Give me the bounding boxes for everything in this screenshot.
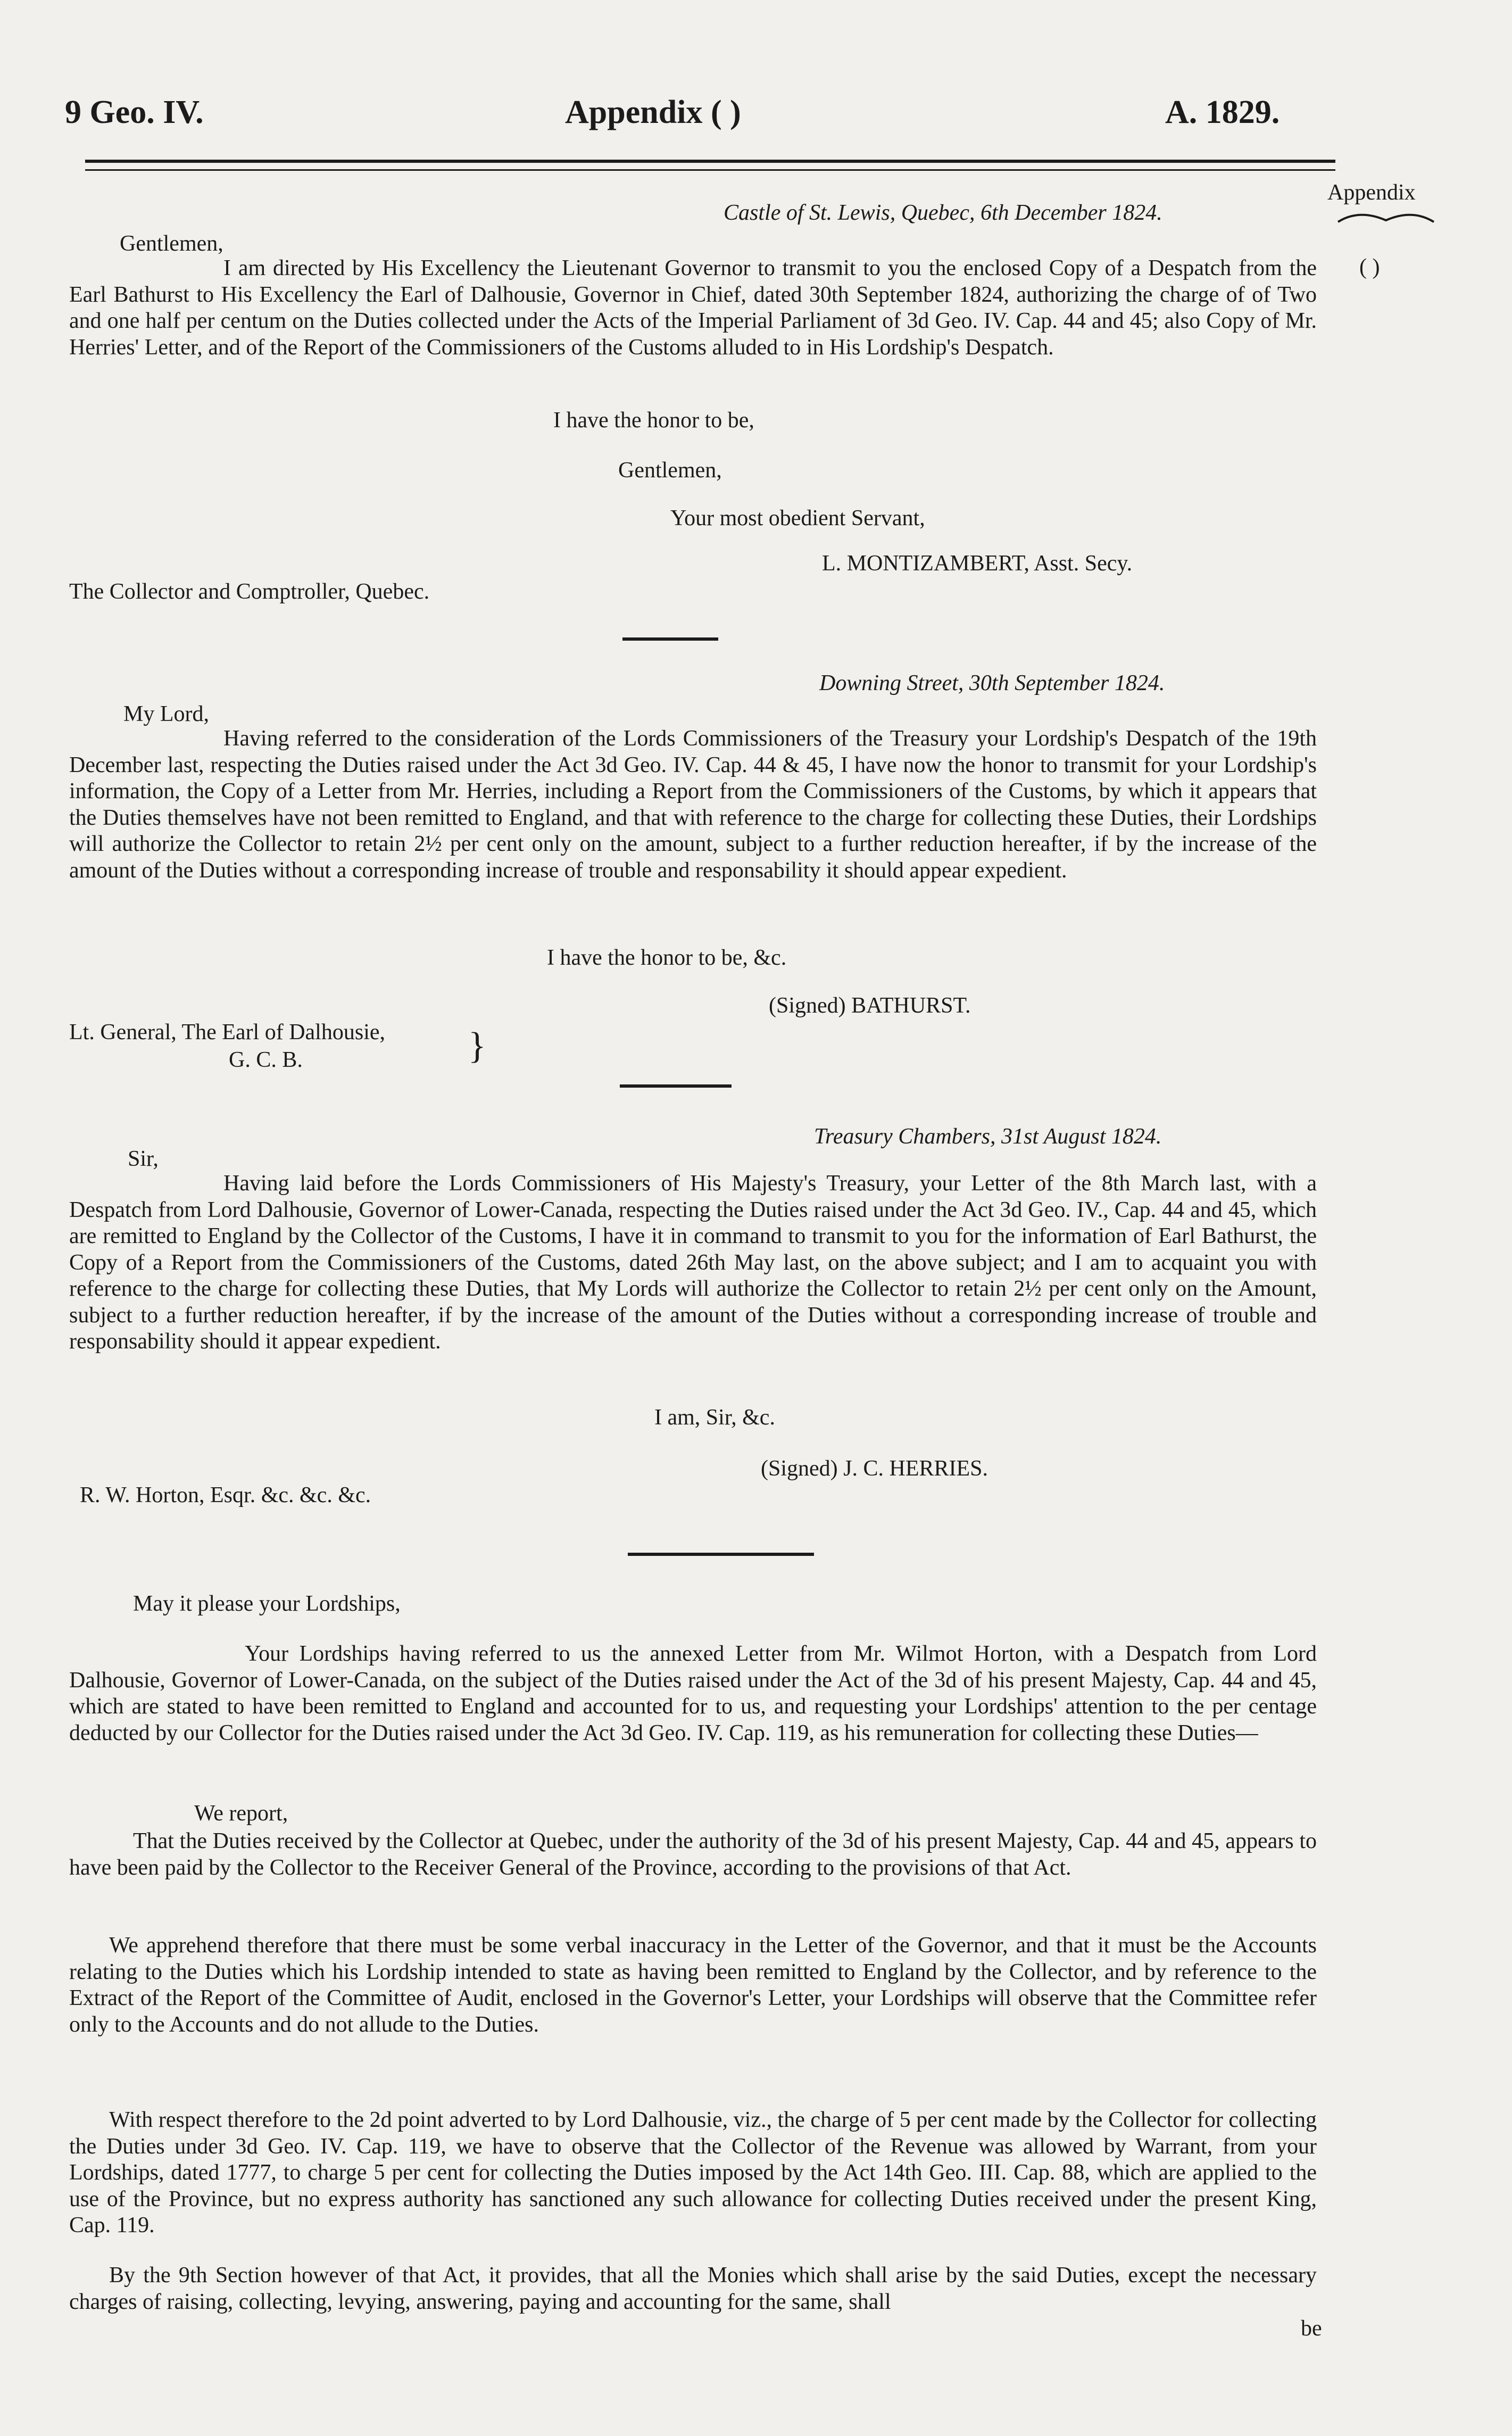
catchword: be: [1301, 2316, 1322, 2341]
separator-2: [620, 1084, 732, 1088]
separator-3: [628, 1553, 814, 1556]
report-paragraph-1: Your Lordships having referred to us the annexed Letter from Mr. Wilmot Horton, with a Despatch from Lord Dalhousie, Governor of Lower-Canada, on the subject of the Duties raised under the Act of the 3d of his present Majesty, Cap. 44 and 45, which are stated to have been remitted to England and accounted for to us, and requesting your Lordships' attention to the per centage deducted by our Collector for the Duties raised under the Act 3d Geo. IV. Cap. 119, as his remuneration for collecting these Duties—: [69, 1642, 1317, 1745]
letter2-addressee-2: G. C. B.: [229, 1048, 303, 1072]
report-we-report: We report,: [194, 1801, 288, 1826]
report-salutation: May it please your Lordships,: [133, 1592, 401, 1616]
header-left: 9 Geo. IV.: [65, 94, 204, 130]
addressee-brace: }: [468, 1025, 486, 1066]
report-paragraph-4: With respect therefore to the 2d point adverted to by Lord Dalhousie, viz., the charge of 5 per cent made by the Collector for collecting the Duties under 3d Geo. IV. Cap. 119, we have to observe that the Collector of the Revenue was allowed by Warrant, from your Lordships, dated 1777, to charge 5 per cent for collecting the Duties imposed by the Act 14th Geo. III. Cap. 88, which are applied to the use of the Province, but no express authority has sanctioned any such allowance for collecting Duties received under the present King, Cap. 119.: [69, 2108, 1317, 2238]
letter3-closing: I am, Sir, &c.: [654, 1405, 775, 1430]
letter3-salutation: Sir,: [128, 1147, 159, 1171]
letter1-closing-2: Gentlemen,: [618, 458, 722, 483]
letter1-signature: L. MONTIZAMBERT, Asst. Secy.: [822, 551, 1133, 576]
header-center: Appendix ( ): [565, 94, 741, 130]
margin-appendix-label: Appendix: [1327, 180, 1416, 205]
letter2-signature: (Signed) BATHURST.: [769, 993, 971, 1018]
letter3-body: Having laid before the Lords Commissioners of His Majesty's Treasury, your Letter of the 8th March last, with a Despatch from Lord Dalhousie, Governor of Lower-Canada, respecting the Duties raised under the Act 3d Geo. IV., Cap. 44 and 45, which are remitted to England by the Collector of the Customs, I have it in command to transmit to you for the information of Earl Bathurst, the Copy of a Report from the Commissioners of the Customs, dated 26th May last, on the above subject; and I am to acquaint you with reference to the charge for collecting these Duties, that My Lords will authorize the Collector to retain 2½ per cent only on the Amount, subject to a further reduction hereafter, if by the increase of the amount of the Duties without a corresponding increase of trouble and responsability should it appear expedient.: [69, 1171, 1317, 1354]
report-paragraph-2: That the Duties received by the Collector at Quebec, under the authority of the 3d of his present Majesty, Cap. 44 and 45, appears to have been paid by the Collector to the Receiver General of the Province, according to the provisions of that Act.: [69, 1829, 1317, 1880]
letter1-salutation: Gentlemen,: [120, 231, 223, 256]
header-rule-top: [85, 160, 1335, 163]
letter2-body: Having referred to the consideration of the Lords Commissioners of the Treasury your Lordship's Despatch of the 19th December last, respecting the Duties raised under the Act 3d Geo. IV. Cap. 44 & 45, I have now the honor to transmit for your Lordship's information, the Copy of a Letter from Mr. Herries, including a Report from the Commissioners of the Customs, by which it appears that the Duties themselves have not been remitted to England, and that with reference to the charge for collecting these Duties, their Lordships will authorize the Collector to retain 2½ per cent only on the amount, subject to a further reduction hereafter, if by the increase of the amount of the Duties without a corresponding increase of trouble and responsability it should appear expedient.: [69, 726, 1317, 883]
report-paragraph-5: By the 9th Section however of that Act, it provides, that all the Monies which shall arise by the said Duties, except the necessary charges of raising, collecting, levying, answering, paying and accounting for the same, shall: [69, 2263, 1317, 2314]
letter1-closing-3: Your most obedient Servant,: [670, 506, 925, 531]
letter3-place-date: Treasury Chambers, 31st August 1824.: [814, 1124, 1162, 1149]
letter1-closing-1: I have the honor to be,: [553, 408, 754, 433]
letter1-body: I am directed by His Excellency the Lieutenant Governor to transmit to you the enclosed Copy of a Despatch from the Earl Bathurst to His Excellency the Earl of Dalhousie, Governor in Chief, dated 30th September 1824, authorizing the charge of of Two and one half per centum on the Duties collected under the Acts of the Imperial Parliament of 3d Geo. IV. Cap. 44 and 45; also Copy of Mr. Herries' Letter, and of the Report of the Commissioners of the Customs alluded to in His Lordship's Despatch.: [69, 256, 1317, 360]
letter1-place-date: Castle of St. Lewis, Quebec, 6th December 1824.: [724, 201, 1162, 225]
letter3-signature: (Signed) J. C. HERRIES.: [761, 1456, 988, 1481]
letter3-addressee: R. W. Horton, Esqr. &c. &c. &c.: [80, 1483, 371, 1507]
letter2-closing: I have the honor to be, &c.: [547, 946, 787, 970]
margin-flourish: [1333, 209, 1439, 230]
letter2-addressee-1: Lt. General, The Earl of Dalhousie,: [69, 1020, 386, 1045]
header-right: A. 1829.: [1165, 94, 1280, 130]
letter2-salutation: My Lord,: [123, 702, 209, 726]
header-rule-bottom: [85, 169, 1335, 171]
letter2-place-date: Downing Street, 30th September 1824.: [819, 671, 1165, 695]
margin-appendix-paren: ( ): [1359, 255, 1380, 279]
letter1-addressee: The Collector and Comptroller, Quebec.: [69, 579, 430, 604]
separator-1: [622, 637, 718, 641]
report-paragraph-3: We apprehend therefore that there must be some verbal inaccuracy in the Letter of the Governor, and that it must be the Accounts relating to the Duties which his Lordship intended to state as having been remitted to England by the Collector, and by reference to the Extract of the Report of the Committee of Audit, enclosed in the Governor's Letter, your Lordships will observe that the Committee refer only to the Accounts and do not allude to the Duties.: [69, 1933, 1317, 2037]
